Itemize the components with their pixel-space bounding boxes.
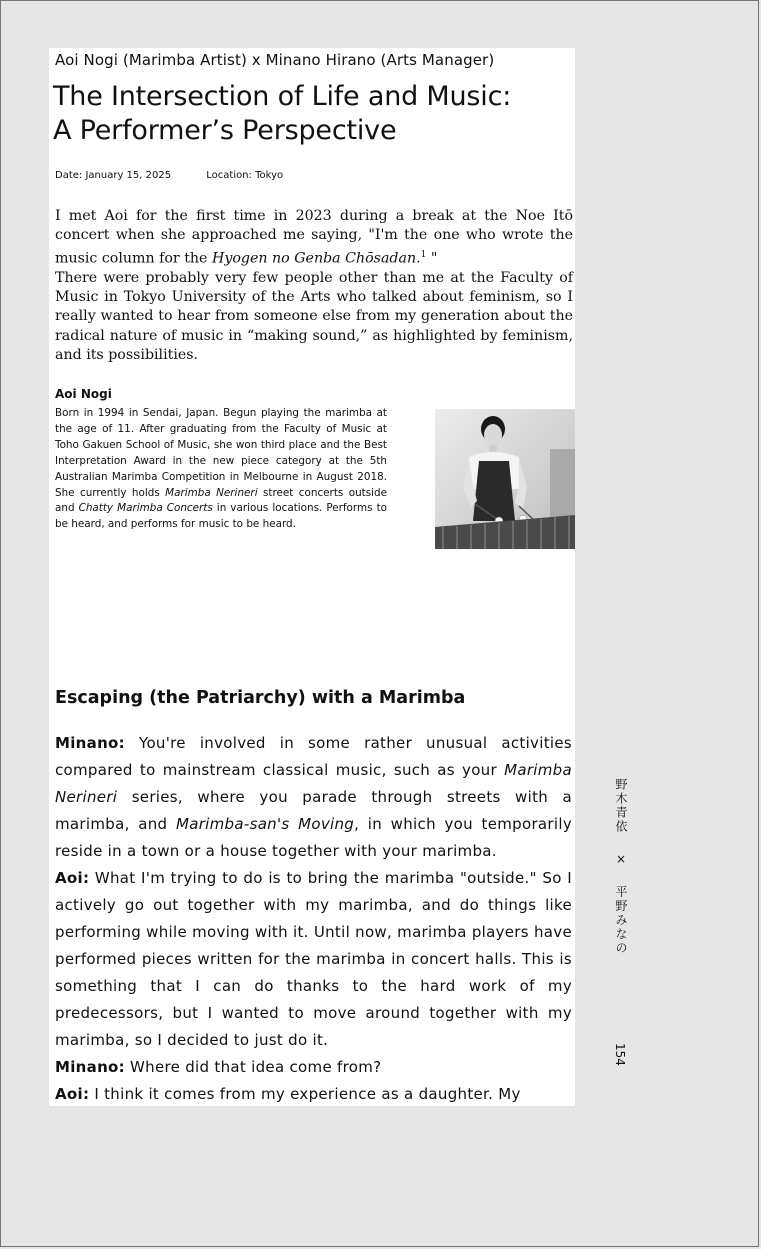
publication-title: Hyogen no Genba Chōsadan [211, 250, 417, 267]
speaker-minano: Minano: [55, 1058, 125, 1076]
running-cross: × [614, 851, 628, 868]
running-header-vertical [613, 778, 630, 956]
page-number: 154 [613, 1043, 627, 1066]
running-name-2: 平野みなの [614, 885, 628, 956]
dialogue-line: Minano: You're involved in some rather unusual activities compared to mainstream classical music, such as your Marimba Nerineri series, where you parade through streets with a marimba, and Marimba-san's Moving, in which you temporarily reside in a town or a house together with your marimba. [55, 734, 572, 860]
bio-name: Aoi Nogi [55, 387, 112, 401]
title-line-1: The Intersection of Life and Music: [53, 81, 512, 112]
artist-photo-image [435, 409, 575, 549]
title-line-2: A Performer’s Perspective [53, 115, 397, 146]
footnote-ref[interactable]: 1 [420, 249, 427, 260]
article-date: Date: January 15, 2025 [55, 170, 172, 181]
dialogue-line: Minano: Where did that idea come from? [55, 1058, 382, 1076]
dialogue [55, 730, 572, 1108]
section-heading: Escaping (the Patriarchy) with a Marimba [55, 688, 466, 708]
bio-text: Born in 1994 in Sendai, Japan. Begun playing the marimba at the age of 11. After graduating from the Faculty of Music at Toho Gakuen School of Music, she won third place and the Best Interpretation Award in the new piece category at the 5th Australian Marimba Competition in Melbourne in August 2018. She currently holds Marimba Nerineri street concerts outside and Chatty Marimba Concerts in various locations. Performs to be heard, and performs for music to be heard. [55, 407, 388, 531]
dialogue-line: Aoi: I think it comes from my experience as a daughter. My [55, 1085, 521, 1103]
artist-photo [435, 409, 575, 549]
running-name-1: 野木青依 [614, 778, 628, 834]
speaker-minano: Minano: [55, 734, 125, 752]
intro-paragraph-1: I met Aoi for the first time in 2023 during a break at the Noe Itō concert when she approached me saying, "I'm the one who wrote the music column for the Hyogen no Genba Chōsadan.$^1$ " [55, 208, 573, 267]
article-meta [55, 170, 283, 181]
intro-text [55, 207, 573, 365]
intro-paragraph-2: There were probably very few people other than me at the Faculty of Music in Tokyo University of the Arts who talked about feminism, so I really wanted to hear from someone else from my generation about the radical nature of music in “making sound,” as highlighted by feminism, and its possibilities. [55, 269, 573, 363]
participants-line: Aoi Nogi (Marimba Artist) x Minano Hirano (Arts Manager) [55, 51, 495, 69]
speaker-aoi: Aoi: [55, 869, 90, 887]
dialogue-line: Aoi: What I'm trying to do is to bring the marimba "outside." So I actively go out together with my marimba, and do things like performing while moving with it. Until now, marimba players have performed pieces written for the marimba in concert halls. This is something that I can do thanks to the hard work of my predecessors, but I wanted to move around together with my marimba, so I decided to just do it. [55, 869, 572, 1049]
article-location: Location: Tokyo [206, 170, 284, 181]
speaker-aoi: Aoi: [55, 1085, 90, 1103]
article-title [53, 80, 573, 148]
